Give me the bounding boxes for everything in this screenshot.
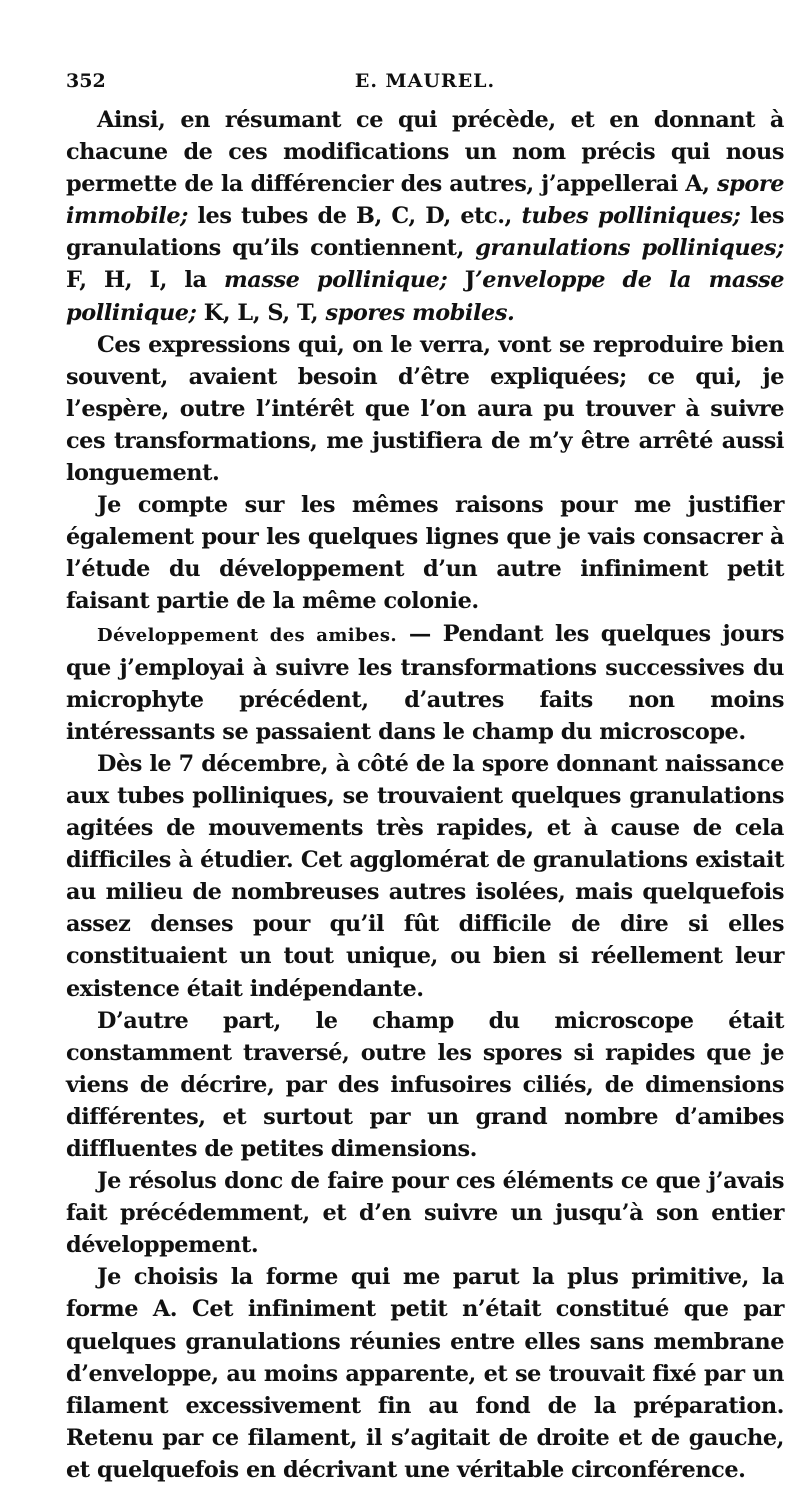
term-tubes-polliniques: tubes polliniques;	[521, 203, 741, 230]
paragraph-primitive-form: Je choisis la forme qui me parut la plus primitive, la forme A. Cet infiniment petit n’était constitué que par quelques granulations réunies entre elles sans membrane d’enveloppe, au moins apparente, et se trouvait fixé par un filament excessivement fin au fond de la préparation. Retenu par ce filament, il s’agitait de droite et de gauche, et quelquefois en décrivant une véritable circonférence.	[66, 1264, 784, 1483]
term-enveloppe: ’enveloppe de la masse pollinique;	[66, 267, 784, 326]
paragraph-expressions: Ces expressions qui, on le verra, vont se reproduire bien souvent, avaient besoin d’être expliquées; ce qui, je l’espère, outre l’intérêt que l’on aura pu trouver à suivre ces transformations, me justifiera de m’y être arrêté aussi longuement.	[66, 331, 784, 487]
paragraph-same-reasons: Je compte sur les mêmes raisons pour me justifier également pour les quelques lignes que je vais consacrer à l’étude du développement d’un autre infiniment petit faisant partie de la même colonie.	[66, 492, 784, 615]
text-run: J	[447, 267, 475, 294]
text-run: K, L, S, T,	[196, 299, 326, 326]
section-heading: Développement des amibes.	[97, 624, 398, 646]
page-header	[66, 70, 784, 104]
paragraph-development-amibes	[66, 618, 784, 748]
term-granulations-polliniques: granulations polliniques;	[475, 235, 784, 262]
page-number: 352	[66, 70, 106, 92]
paragraph-resolution: Je résolus donc de faire pour ces éléments ce que j’avais fait précédemment, et d’en suivre un jusqu’à son entier développement.	[66, 1168, 784, 1259]
running-head: E. MAUREL.	[354, 70, 496, 92]
text-run: — Pendant les quelques jours que j’employai à suivre les transformations successives du microphyte précédent, d’autres faits non moins intéressants se passaient dans le champ du microscope.	[66, 620, 784, 745]
text-run: Ainsi, en résumant ce qui précède, et en donnant à chacune de ces modifications un nom précis qui nous permette de la différencier des autres, j’appellerai A,	[66, 107, 784, 198]
text-run: F, H, I, la	[66, 267, 225, 294]
book-page	[66, 70, 784, 1486]
term-spore-immobile: spore immobile;	[66, 171, 784, 230]
term-spores-mobiles: spores mobiles.	[325, 299, 515, 326]
paragraph-microscope-field: D’autre part, le champ du microscope était constamment traversé, outre les spores si rapides que je viens de décrire, par des infusoires ciliés, de dimensions différentes, et surtout par un grand nombre d’amibes diffluentes de petites dimensions.	[66, 1007, 784, 1162]
paragraph-december: Dès le 7 décembre, à côté de la spore donnant naissance aux tubes polliniques, se trouvaient quelques granulations agitées de mouvements très rapides, et à cause de cela difficiles à étudier. Cet agglomérat de granulations existait au milieu de nombreuses autres isolées, mais quelquefois assez denses pour qu’il fût difficile de dire si elles constituaient un tout unique, ou bien si réellement leur existence était indépendante.	[66, 750, 784, 1002]
paragraph-summary	[66, 104, 784, 329]
text-run: les tubes de B, C, D, etc.,	[187, 203, 522, 230]
text-run: les granulations qu’ils contiennent,	[66, 203, 784, 262]
term-masse-pollinique: masse pollinique;	[224, 267, 448, 294]
